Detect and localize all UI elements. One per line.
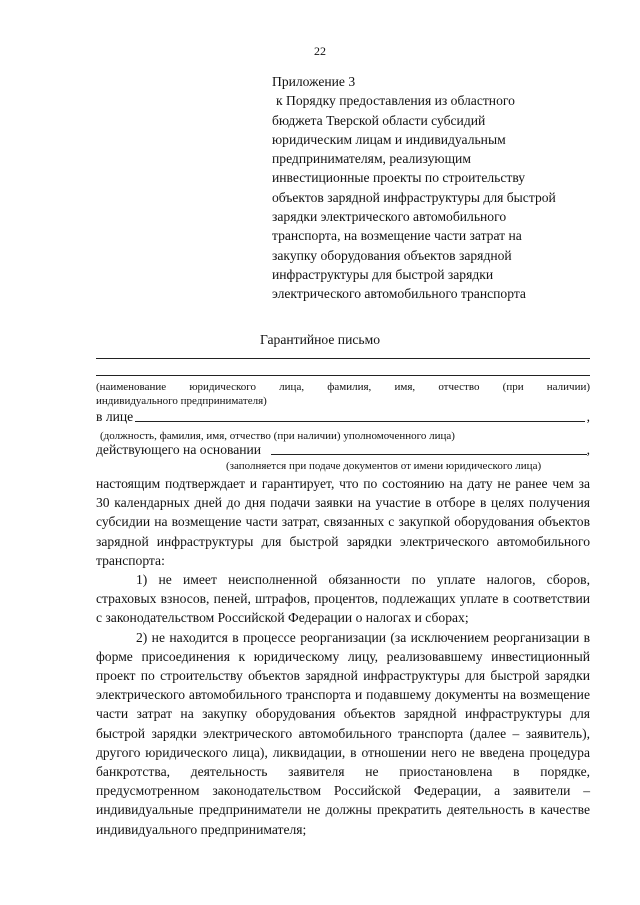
basis-field[interactable] [271,442,587,455]
basis-label: действующего на основании [96,442,262,457]
page-number: 22 [314,44,326,58]
appendix-line: зарядки электрического автомобильного [272,209,507,225]
applicant-name-line[interactable] [96,358,590,359]
appendix-line: юридическим лицам и индивидуальным [272,131,506,147]
appendix-line: закупку оборудования объектов зарядной [272,247,512,263]
in-person-label: в лице [96,409,134,424]
basis-row [96,442,590,458]
appendix-line: инфраструктуры для быстрой зарядки [272,266,494,282]
basis-comma: , [586,442,590,457]
representative-field[interactable] [135,409,584,422]
item-2: 2) не находится в процессе реорганизации (за исключением реорганизации в форме присоединения к юридическому лицу, реализовавшему инвестиционный проект по строительству объектов зарядной инфраструктуры для быстрой зарядки электрического автомобильного транспорта и подавшему документы на возмещение части затрат на закупку оборудования объектов зарядной инфраструктуры для быстрой зарядки электрического автомобильного транспорта (далее – заявитель), другого юридического лица), ликвидации, в отношении него не введена процедура банкротства, деятельность заявителя не приостановлена в порядке, предусмотренном законодательством Российской Федерации, а заявители – индивидуальные предприниматели не должны прекратить деятельность в качестве индивидуального предпринимателя; [96,629,590,837]
appendix-line: объектов зарядной инфраструктуры для быстрой [272,189,556,205]
appendix-title: Приложение 3 [272,74,356,89]
appendix-block [272,72,572,304]
appendix-line: инвестиционные проекты по строительству [272,170,526,186]
appendix-line: электрического автомобильного транспорта [272,286,526,302]
applicant-caption: индивидуального предпринимателя) [96,395,267,407]
basis-caption: (заполняется при подаче документов от имени юридического лица) [226,460,542,472]
intro-paragraph: настоящим подтверждает и гарантирует, что по состоянию на дату не ранее чем за 30 календарных дней до дня подачи заявки на участие в отборе в целях получения субсидии на возмещение части затрат, связанных с закупкой оборудования объектов зарядной инфраструктуры для быстрой зарядки электрического автомобильного транспорта: [96,476,590,568]
item-1: 1) не имеет неисполненной обязанности по уплате налогов, сборов, страховых взносов, пеней, штрафов, процентов, подлежащих уплате в соответствии с законодательством Российской Федерации о налогах и сборах; [96,572,590,626]
appendix-line: транспорта, на возмещение части затрат на [272,228,522,244]
applicant-name-line[interactable] [96,375,590,376]
letter-body [96,474,590,839]
representative-caption: (должность, фамилия, имя, отчество (при наличии) уполномоченного лица) [100,430,455,442]
letter-title: Гарантийное письмо [259,332,380,347]
appendix-line: к Порядку предоставления из областного [276,93,515,109]
appendix-line: бюджета Тверской области субсидий [272,112,486,128]
in-person-comma: , [586,409,590,424]
in-person-row [96,409,590,425]
applicant-caption: (наименование юридического лица, фамилия, имя, отчество (при наличии) [96,381,590,393]
appendix-line: предпринимателям, реализующим [272,151,471,167]
